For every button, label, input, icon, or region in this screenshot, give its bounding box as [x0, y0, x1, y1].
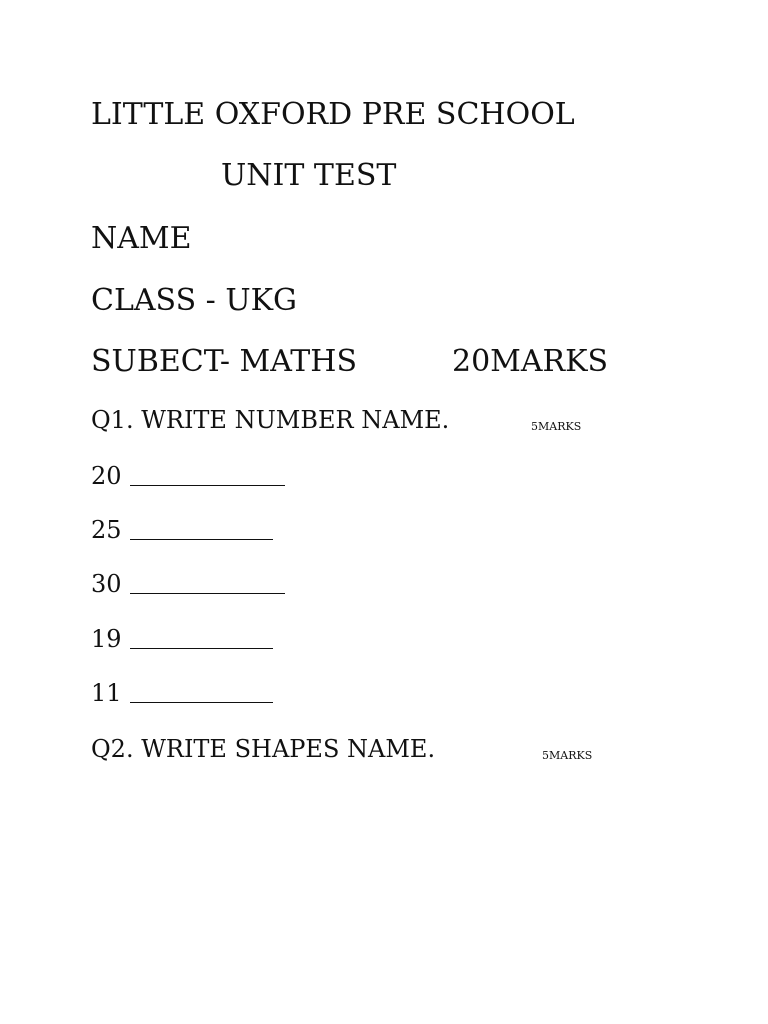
q1-item [91, 572, 285, 596]
class-label: CLASS - UKG [91, 283, 297, 318]
q1-prompt: Q1. WRITE NUMBER NAME. [91, 406, 450, 434]
q1-item-number: 30 [91, 570, 122, 598]
answer-blank[interactable] [130, 538, 273, 540]
school-name: LITTLE OXFORD PRE SCHOOL [91, 97, 575, 132]
test-title: UNIT TEST [221, 158, 397, 193]
q2-prompt: Q2. WRITE SHAPES NAME. [91, 735, 436, 763]
subject-label: SUBECT- MATHS [91, 344, 358, 379]
q1-item-number: 19 [91, 625, 122, 653]
q1-item [91, 681, 273, 705]
q1-item [91, 464, 285, 488]
answer-blank[interactable] [130, 647, 273, 649]
q1-item-number: 11 [91, 679, 122, 707]
q1-item [91, 518, 273, 542]
q1-item [91, 627, 273, 651]
name-label: NAME [91, 221, 192, 256]
q1-marks: 5MARKS [531, 420, 582, 433]
q1-item-number: 20 [91, 462, 122, 490]
answer-blank[interactable] [130, 701, 273, 703]
q2-marks: 5MARKS [542, 749, 593, 762]
q1-item-number: 25 [91, 516, 122, 544]
answer-blank[interactable] [130, 592, 285, 594]
answer-blank[interactable] [130, 484, 285, 486]
total-marks: 20MARKS [452, 344, 609, 379]
